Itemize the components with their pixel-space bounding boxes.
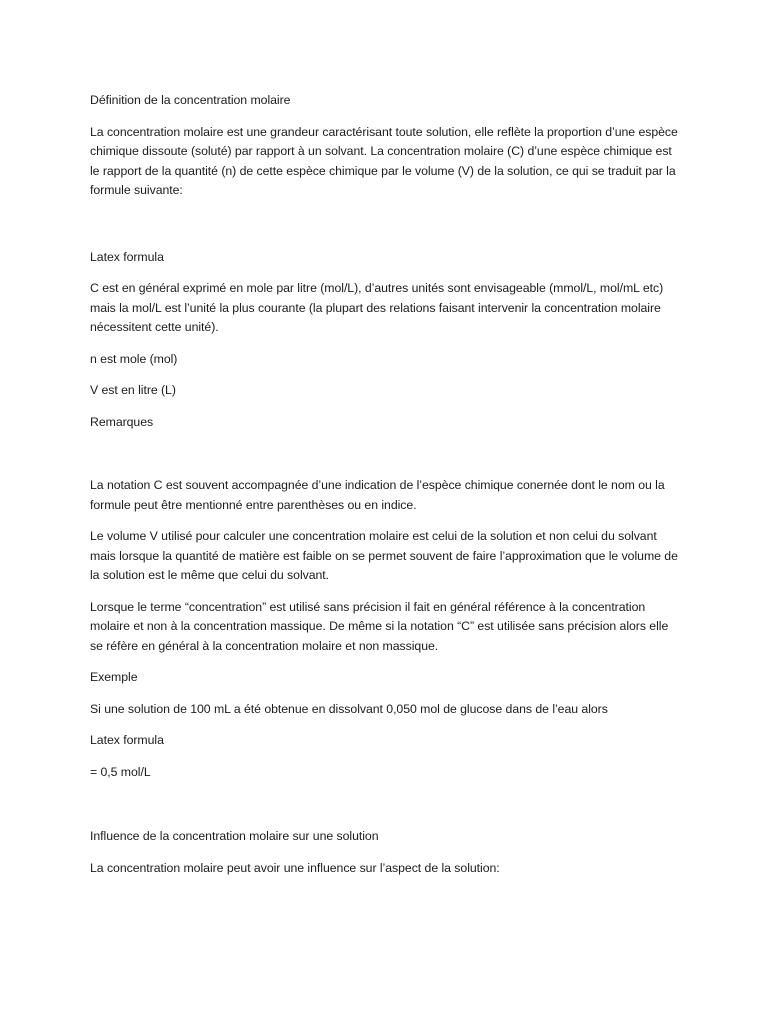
remark-paragraph: Le volume V utilisé pour calculer une concentration molaire est celui de la solution et non celui du solvant mais lorsque la quantité de matière est faible on se permet souvent de faire l’approximation que le volume de la solution est le même que celui du solvant. xyxy=(90,529,678,582)
remark-paragraph: Lorsque le terme “concentration” est utilisé sans précision il fait en général référence à la concentration molaire et non à la concentration massique. De même si la notation “C” est utilisée sans précision alors elle se réfère en général à la concentration molaire et non massique. xyxy=(90,599,669,653)
intro-paragraph: La concentration molaire est une grandeur caractérisant toute solution, elle reflète la proportion d’une espèce chimique dissoute (soluté) par rapport à un solvant. La concentration molaire (C) d’une espèce chimique est le rapport de la quantité (n) de cette espèce chimique par le volume (V) de la solution, ce qui se traduit par la formule suivante: xyxy=(90,124,678,197)
unit-v-paragraph: V est en litre (L) xyxy=(90,383,176,397)
remark-paragraph: La notation C est souvent accompagnée d’une indication de l’espèce chimique conernée dont le nom ou la formule peut être mentionné entre parenthèses ou en indice. xyxy=(90,478,665,512)
formula-placeholder: Latex formula xyxy=(90,249,164,264)
example-paragraph: Si une solution de 100 mL a été obtenue en dissolvant 0,050 mol de glucose dans de l’eau alors xyxy=(90,701,608,716)
document-title: Définition de la concentration molaire xyxy=(90,93,291,107)
influence-paragraph: La concentration molaire peut avoir une influence sur l’aspect de la solution: xyxy=(90,860,500,875)
formula-placeholder: Latex formula xyxy=(90,733,164,747)
unit-c-paragraph: C est en général exprimé en mole par litre (mol/L), d’autres unités sont envisageable (mmol/L, mol/mL etc) mais la mol/L est l’unité la plus courante (la plupart des relations faisant intervenir la concentration molaire nécessitent cette unité). xyxy=(90,281,664,334)
result-line: = 0,5 mol/L xyxy=(90,764,151,779)
unit-n-paragraph: n est mole (mol) xyxy=(90,351,178,366)
document-page xyxy=(90,91,680,878)
remarks-heading: Remarques xyxy=(90,414,154,429)
influence-heading: Influence de la concentration molaire sur une solution xyxy=(90,829,379,843)
example-heading: Exemple xyxy=(90,670,138,684)
